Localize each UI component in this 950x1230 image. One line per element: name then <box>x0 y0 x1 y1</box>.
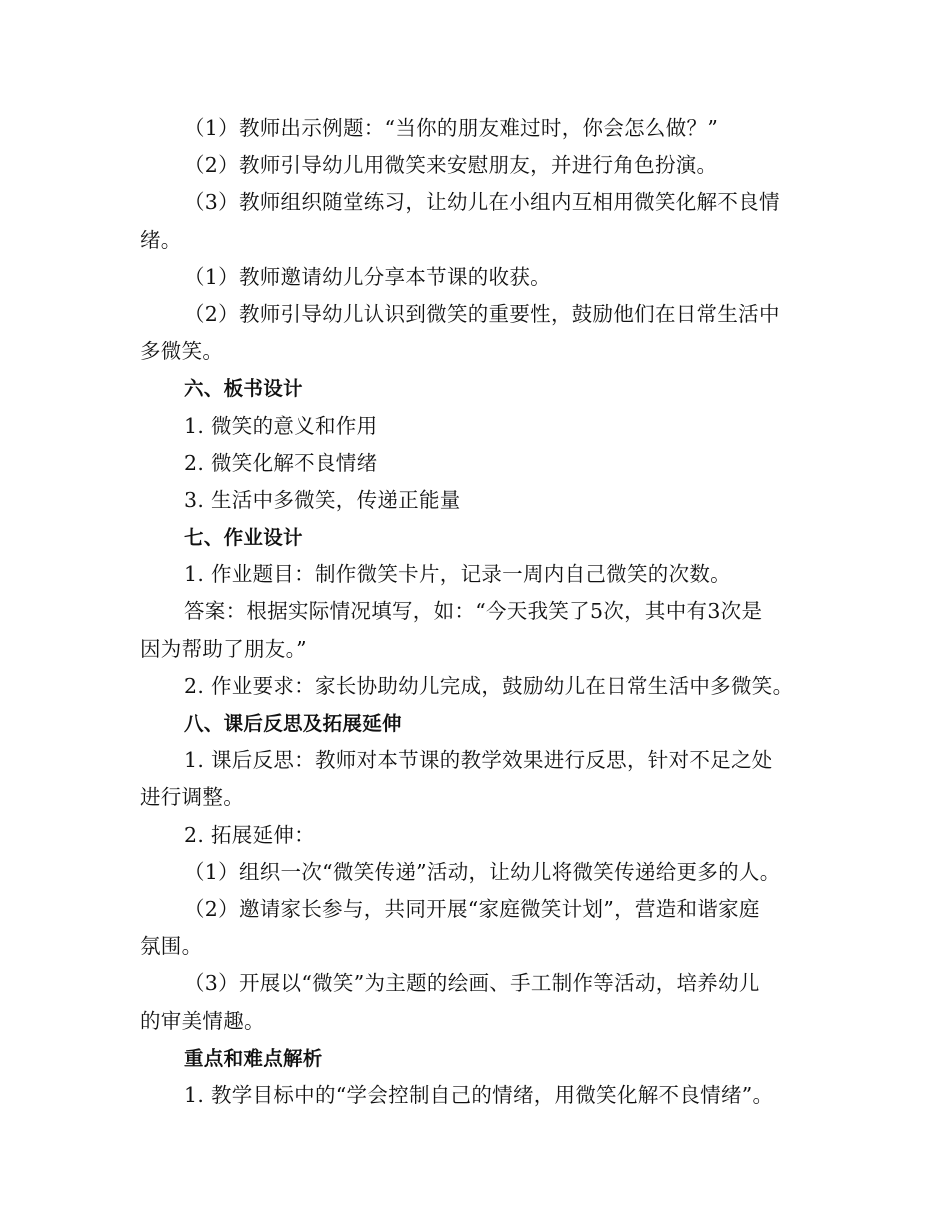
paragraph-line: （2）教师引导幼儿认识到微笑的重要性，鼓励他们在日常生活中 <box>184 301 780 326</box>
paragraph-line: （1）组织一次“微笑传递”活动，让幼儿将微笑传递给更多的人。 <box>184 859 781 884</box>
paragraph-line: 的审美情趣。 <box>140 1008 265 1033</box>
section-heading: 重点和难点解析 <box>184 1046 323 1070</box>
document-page <box>140 110 820 1114</box>
list-item: 2. 作业要求：家长协助幼儿完成，鼓励幼儿在日常生活中多微笑。 <box>184 673 794 698</box>
paragraph-line: 氛围。 <box>140 934 203 959</box>
list-item: 2. 微笑化解不良情绪 <box>184 450 378 475</box>
list-item: 1. 教学目标中的“学会控制自己的情绪，用微笑化解不良情绪”。 <box>184 1082 774 1107</box>
list-item: 1. 课后反思：教师对本节课的教学效果进行反思，针对不足之处 <box>184 748 773 773</box>
paragraph-line: （3）教师组织随堂练习，让幼儿在小组内互相用微笑化解不良情 <box>184 190 780 215</box>
list-item: 2. 拓展延伸： <box>184 822 315 847</box>
section-heading: 八、课后反思及拓展延伸 <box>184 712 402 735</box>
paragraph-line: （1）教师出示例题：“当你的朋友难过时，你会怎么做？” <box>184 116 719 140</box>
paragraph-line: （2）教师引导幼儿用微笑来安慰朋友，并进行角色扮演。 <box>184 153 718 178</box>
paragraph-line: 进行调整。 <box>140 785 244 810</box>
paragraph-line: （2）邀请家长参与，共同开展“家庭微笑计划”，营造和谐家庭 <box>184 896 760 921</box>
section-heading: 七、作业设计 <box>184 526 303 550</box>
paragraph-line: 多微笑。 <box>140 339 224 364</box>
paragraph-line: 绪。 <box>140 227 182 252</box>
list-item: 3. 生活中多微笑，传递正能量 <box>184 487 461 512</box>
paragraph-line: 答案：根据实际情况填写，如：“今天我笑了5次，其中有3次是 <box>184 599 763 624</box>
list-item: 1. 作业题目：制作微笑卡片，记录一周内自己微笑的次数。 <box>184 562 731 587</box>
paragraph-line: （1）教师邀请幼儿分享本节课的收获。 <box>184 264 551 289</box>
paragraph-line: （3）开展以“微笑”为主题的绘画、手工制作等活动，培养幼儿 <box>184 971 760 996</box>
paragraph-line: 因为帮助了朋友。” <box>140 636 307 661</box>
section-heading: 六、板书设计 <box>184 377 303 401</box>
list-item: 1. 微笑的意义和作用 <box>184 413 378 438</box>
